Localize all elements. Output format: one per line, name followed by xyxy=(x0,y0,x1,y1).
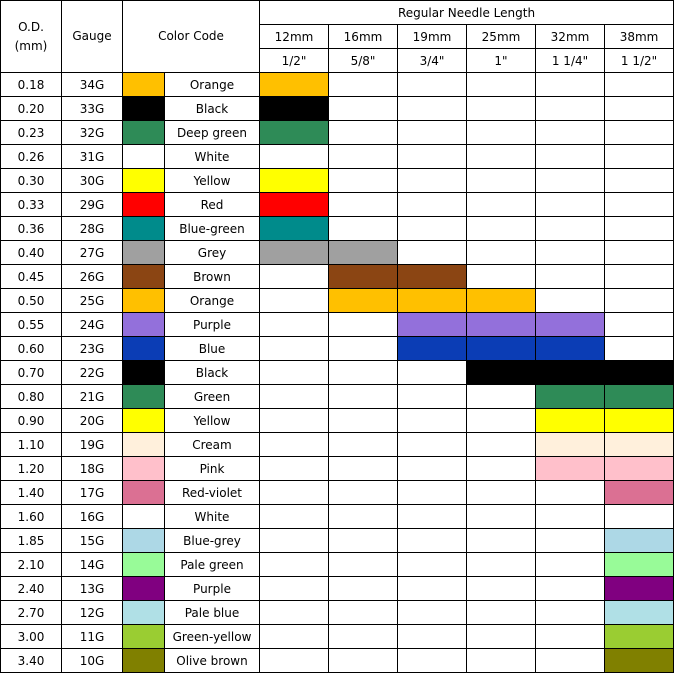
length-cell xyxy=(260,577,329,601)
color-swatch xyxy=(123,145,165,169)
length-cell xyxy=(398,265,467,289)
length-cell xyxy=(536,193,605,217)
length-cell xyxy=(260,433,329,457)
color-name-cell: Pink xyxy=(165,457,260,481)
od-cell: 2.10 xyxy=(1,553,62,577)
length-cell xyxy=(329,169,398,193)
table-row xyxy=(1,121,674,145)
length-cell xyxy=(260,529,329,553)
gauge-cell: 34G xyxy=(62,73,123,97)
od-cell: 0.18 xyxy=(1,73,62,97)
color-name-cell: Pale green xyxy=(165,553,260,577)
length-cell xyxy=(329,481,398,505)
color-swatch xyxy=(123,73,165,97)
table-row xyxy=(1,241,674,265)
length-cell xyxy=(605,313,674,337)
length-cell xyxy=(605,217,674,241)
length-cell xyxy=(467,505,536,529)
length-cell xyxy=(536,457,605,481)
length-cell xyxy=(467,553,536,577)
length-cell xyxy=(260,97,329,121)
length-cell xyxy=(467,289,536,313)
length-cell xyxy=(536,337,605,361)
color-swatch xyxy=(123,217,165,241)
od-cell: 0.90 xyxy=(1,409,62,433)
length-cell xyxy=(398,601,467,625)
color-name-cell: Yellow xyxy=(165,409,260,433)
length-cell xyxy=(398,385,467,409)
gauge-cell: 26G xyxy=(62,265,123,289)
length-cell xyxy=(467,145,536,169)
length-cell xyxy=(398,457,467,481)
length-cell xyxy=(467,457,536,481)
length-cell xyxy=(605,361,674,385)
length-cell xyxy=(329,313,398,337)
color-swatch xyxy=(123,289,165,313)
color-name-cell: Black xyxy=(165,361,260,385)
color-name-cell: Green xyxy=(165,385,260,409)
length-cell xyxy=(536,241,605,265)
length-cell xyxy=(605,577,674,601)
table-row xyxy=(1,145,674,169)
length-cell xyxy=(605,625,674,649)
length-cell xyxy=(536,625,605,649)
length-inch-header: 1/2" xyxy=(260,49,329,73)
length-cell xyxy=(605,193,674,217)
length-cell xyxy=(398,313,467,337)
od-cell: 3.40 xyxy=(1,649,62,673)
gauge-cell: 12G xyxy=(62,601,123,625)
length-cell xyxy=(260,361,329,385)
color-swatch xyxy=(123,241,165,265)
color-name-cell: White xyxy=(165,145,260,169)
length-cell xyxy=(467,241,536,265)
gauge-cell: 20G xyxy=(62,409,123,433)
gauge-cell: 23G xyxy=(62,337,123,361)
length-cell xyxy=(329,217,398,241)
od-cell: 1.10 xyxy=(1,433,62,457)
length-cell xyxy=(329,337,398,361)
length-cell xyxy=(260,193,329,217)
color-name-cell: Blue-grey xyxy=(165,529,260,553)
length-cell xyxy=(467,625,536,649)
length-cell xyxy=(536,145,605,169)
length-cell xyxy=(329,361,398,385)
length-cell xyxy=(398,217,467,241)
length-cell xyxy=(329,193,398,217)
gauge-header: Gauge xyxy=(62,1,123,73)
length-inch-header: 1 1/4" xyxy=(536,49,605,73)
od-cell: 3.00 xyxy=(1,625,62,649)
length-cell xyxy=(398,409,467,433)
table-row xyxy=(1,73,674,97)
length-cell xyxy=(605,385,674,409)
table-row xyxy=(1,553,674,577)
length-cell xyxy=(398,649,467,673)
length-cell xyxy=(536,169,605,193)
length-cell xyxy=(536,385,605,409)
length-cell xyxy=(605,169,674,193)
color-name-cell: Yellow xyxy=(165,169,260,193)
color-swatch xyxy=(123,193,165,217)
od-cell: 1.40 xyxy=(1,481,62,505)
table-row xyxy=(1,97,674,121)
length-cell xyxy=(605,121,674,145)
gauge-cell: 25G xyxy=(62,289,123,313)
gauge-cell: 24G xyxy=(62,313,123,337)
length-cell xyxy=(329,289,398,313)
color-name-cell: Pale blue xyxy=(165,601,260,625)
length-cell xyxy=(260,145,329,169)
length-cell xyxy=(260,121,329,145)
od-cell: 0.50 xyxy=(1,289,62,313)
length-cell xyxy=(605,289,674,313)
length-cell xyxy=(260,289,329,313)
gauge-cell: 21G xyxy=(62,385,123,409)
length-cell xyxy=(260,169,329,193)
length-cell xyxy=(398,481,467,505)
length-cell xyxy=(467,169,536,193)
od-cell: 2.40 xyxy=(1,577,62,601)
od-cell: 2.70 xyxy=(1,601,62,625)
length-mm-header: 19mm xyxy=(398,25,467,49)
color-name-cell: Cream xyxy=(165,433,260,457)
gauge-cell: 18G xyxy=(62,457,123,481)
length-cell xyxy=(260,385,329,409)
length-cell xyxy=(398,529,467,553)
length-cell xyxy=(536,361,605,385)
length-cell xyxy=(398,289,467,313)
length-cell xyxy=(605,457,674,481)
color-name-cell: Brown xyxy=(165,265,260,289)
length-cell xyxy=(329,385,398,409)
length-cell xyxy=(605,241,674,265)
color-swatch xyxy=(123,649,165,673)
table-row xyxy=(1,217,674,241)
gauge-cell: 14G xyxy=(62,553,123,577)
od-cell: 0.20 xyxy=(1,97,62,121)
length-cell xyxy=(398,193,467,217)
length-cell xyxy=(467,97,536,121)
length-cell xyxy=(260,505,329,529)
length-cell xyxy=(467,529,536,553)
length-cell xyxy=(536,289,605,313)
length-cell xyxy=(260,553,329,577)
od-cell: 0.36 xyxy=(1,217,62,241)
length-cell xyxy=(467,649,536,673)
od-cell: 1.85 xyxy=(1,529,62,553)
color-name-cell: Purple xyxy=(165,313,260,337)
length-cell xyxy=(605,265,674,289)
length-cell xyxy=(329,529,398,553)
length-cell xyxy=(260,481,329,505)
gauge-cell: 13G xyxy=(62,577,123,601)
length-cell xyxy=(329,433,398,457)
length-cell xyxy=(329,553,398,577)
length-cell xyxy=(329,625,398,649)
length-inch-header: 1 1/2" xyxy=(605,49,674,73)
length-cell xyxy=(467,193,536,217)
length-cell xyxy=(260,337,329,361)
length-cell xyxy=(467,409,536,433)
color-swatch xyxy=(123,385,165,409)
table-row xyxy=(1,649,674,673)
length-cell xyxy=(398,73,467,97)
color-swatch xyxy=(123,265,165,289)
length-cell xyxy=(329,73,398,97)
table-row xyxy=(1,169,674,193)
gauge-cell: 15G xyxy=(62,529,123,553)
table-row xyxy=(1,529,674,553)
table-row xyxy=(1,313,674,337)
table-row xyxy=(1,385,674,409)
color-swatch xyxy=(123,529,165,553)
length-cell xyxy=(536,313,605,337)
color-swatch xyxy=(123,97,165,121)
color-swatch xyxy=(123,625,165,649)
od-cell: 0.80 xyxy=(1,385,62,409)
color-swatch xyxy=(123,337,165,361)
length-cell xyxy=(329,505,398,529)
length-cell xyxy=(467,73,536,97)
gauge-cell: 17G xyxy=(62,481,123,505)
length-cell xyxy=(260,625,329,649)
length-cell xyxy=(467,337,536,361)
length-cell xyxy=(536,121,605,145)
length-cell xyxy=(329,409,398,433)
gauge-cell: 11G xyxy=(62,625,123,649)
length-cell xyxy=(536,433,605,457)
gauge-cell: 22G xyxy=(62,361,123,385)
table-row xyxy=(1,337,674,361)
color-swatch xyxy=(123,409,165,433)
od-cell: 1.60 xyxy=(1,505,62,529)
length-inch-header: 1" xyxy=(467,49,536,73)
gauge-cell: 10G xyxy=(62,649,123,673)
color-name-cell: Red xyxy=(165,193,260,217)
color-swatch xyxy=(123,505,165,529)
length-mm-header: 38mm xyxy=(605,25,674,49)
length-cell xyxy=(536,409,605,433)
length-cell xyxy=(467,433,536,457)
od-cell: 0.60 xyxy=(1,337,62,361)
length-cell xyxy=(605,649,674,673)
color-name-cell: Deep green xyxy=(165,121,260,145)
color-code-header: Color Code xyxy=(123,1,260,73)
length-mm-header: 12mm xyxy=(260,25,329,49)
length-cell xyxy=(467,265,536,289)
length-cell xyxy=(605,97,674,121)
color-swatch xyxy=(123,553,165,577)
table-row xyxy=(1,481,674,505)
table-row xyxy=(1,433,674,457)
length-cell xyxy=(467,361,536,385)
length-cell xyxy=(329,457,398,481)
length-cell xyxy=(260,217,329,241)
length-cell xyxy=(605,145,674,169)
length-cell xyxy=(467,385,536,409)
length-cell xyxy=(605,505,674,529)
length-cell xyxy=(329,265,398,289)
gauge-cell: 16G xyxy=(62,505,123,529)
needle-length-header: Regular Needle Length xyxy=(260,1,674,25)
length-cell xyxy=(467,313,536,337)
gauge-cell: 32G xyxy=(62,121,123,145)
od-cell: 0.26 xyxy=(1,145,62,169)
od-cell: 0.45 xyxy=(1,265,62,289)
length-cell xyxy=(536,601,605,625)
length-cell xyxy=(467,217,536,241)
gauge-cell: 31G xyxy=(62,145,123,169)
length-cell xyxy=(260,241,329,265)
length-cell xyxy=(329,649,398,673)
length-cell xyxy=(536,505,605,529)
length-cell xyxy=(260,601,329,625)
od-cell: 0.30 xyxy=(1,169,62,193)
color-swatch xyxy=(123,481,165,505)
length-cell xyxy=(329,601,398,625)
length-cell xyxy=(260,649,329,673)
table-row xyxy=(1,457,674,481)
color-name-cell: Blue-green xyxy=(165,217,260,241)
color-swatch xyxy=(123,361,165,385)
length-cell xyxy=(467,601,536,625)
length-cell xyxy=(398,121,467,145)
length-cell xyxy=(605,73,674,97)
length-cell xyxy=(329,145,398,169)
color-swatch xyxy=(123,121,165,145)
length-cell xyxy=(536,529,605,553)
od-cell: 0.55 xyxy=(1,313,62,337)
gauge-cell: 29G xyxy=(62,193,123,217)
length-cell xyxy=(260,313,329,337)
length-cell xyxy=(398,577,467,601)
length-cell xyxy=(398,553,467,577)
color-name-cell: Red-violet xyxy=(165,481,260,505)
color-name-cell: White xyxy=(165,505,260,529)
length-cell xyxy=(605,337,674,361)
color-swatch xyxy=(123,313,165,337)
length-cell xyxy=(398,337,467,361)
color-swatch xyxy=(123,169,165,193)
length-cell xyxy=(260,73,329,97)
color-name-cell: Green-yellow xyxy=(165,625,260,649)
gauge-cell: 30G xyxy=(62,169,123,193)
length-cell xyxy=(398,505,467,529)
length-mm-header: 25mm xyxy=(467,25,536,49)
length-cell xyxy=(398,625,467,649)
gauge-cell: 19G xyxy=(62,433,123,457)
color-name-cell: Grey xyxy=(165,241,260,265)
length-cell xyxy=(536,649,605,673)
color-name-cell: Black xyxy=(165,97,260,121)
length-cell xyxy=(329,241,398,265)
length-cell xyxy=(467,577,536,601)
color-swatch xyxy=(123,433,165,457)
length-cell xyxy=(329,97,398,121)
length-cell xyxy=(398,361,467,385)
length-mm-header: 16mm xyxy=(329,25,398,49)
length-cell xyxy=(467,121,536,145)
length-cell xyxy=(605,553,674,577)
table-row xyxy=(1,601,674,625)
length-cell xyxy=(536,97,605,121)
color-name-cell: Blue xyxy=(165,337,260,361)
length-cell xyxy=(605,433,674,457)
gauge-cell: 28G xyxy=(62,217,123,241)
table-row xyxy=(1,361,674,385)
color-name-cell: Olive brown xyxy=(165,649,260,673)
length-cell xyxy=(398,97,467,121)
length-cell xyxy=(467,481,536,505)
length-cell xyxy=(260,265,329,289)
length-cell xyxy=(536,481,605,505)
color-swatch xyxy=(123,601,165,625)
length-cell xyxy=(605,481,674,505)
table-row xyxy=(1,289,674,313)
od-header: O.D. (mm) xyxy=(1,1,62,73)
table-row xyxy=(1,505,674,529)
od-cell: 0.33 xyxy=(1,193,62,217)
color-name-cell: Purple xyxy=(165,577,260,601)
table-row xyxy=(1,625,674,649)
length-cell xyxy=(536,577,605,601)
length-inch-header: 3/4" xyxy=(398,49,467,73)
length-cell xyxy=(536,265,605,289)
length-cell xyxy=(605,529,674,553)
od-cell: 0.70 xyxy=(1,361,62,385)
length-mm-header: 32mm xyxy=(536,25,605,49)
gauge-cell: 27G xyxy=(62,241,123,265)
table-row xyxy=(1,409,674,433)
od-cell: 0.40 xyxy=(1,241,62,265)
length-cell xyxy=(329,577,398,601)
length-cell xyxy=(536,73,605,97)
length-cell xyxy=(605,601,674,625)
length-cell xyxy=(260,457,329,481)
length-cell xyxy=(536,217,605,241)
color-swatch xyxy=(123,457,165,481)
table-row xyxy=(1,193,674,217)
length-cell xyxy=(536,553,605,577)
length-cell xyxy=(605,409,674,433)
color-name-cell: Orange xyxy=(165,73,260,97)
length-cell xyxy=(398,169,467,193)
length-cell xyxy=(398,241,467,265)
table-row xyxy=(1,265,674,289)
length-inch-header: 5/8" xyxy=(329,49,398,73)
length-cell xyxy=(260,409,329,433)
table-row xyxy=(1,577,674,601)
od-cell: 0.23 xyxy=(1,121,62,145)
length-cell xyxy=(398,145,467,169)
od-cell: 1.20 xyxy=(1,457,62,481)
color-swatch xyxy=(123,577,165,601)
color-name-cell: Orange xyxy=(165,289,260,313)
length-cell xyxy=(329,121,398,145)
gauge-cell: 33G xyxy=(62,97,123,121)
length-cell xyxy=(398,433,467,457)
